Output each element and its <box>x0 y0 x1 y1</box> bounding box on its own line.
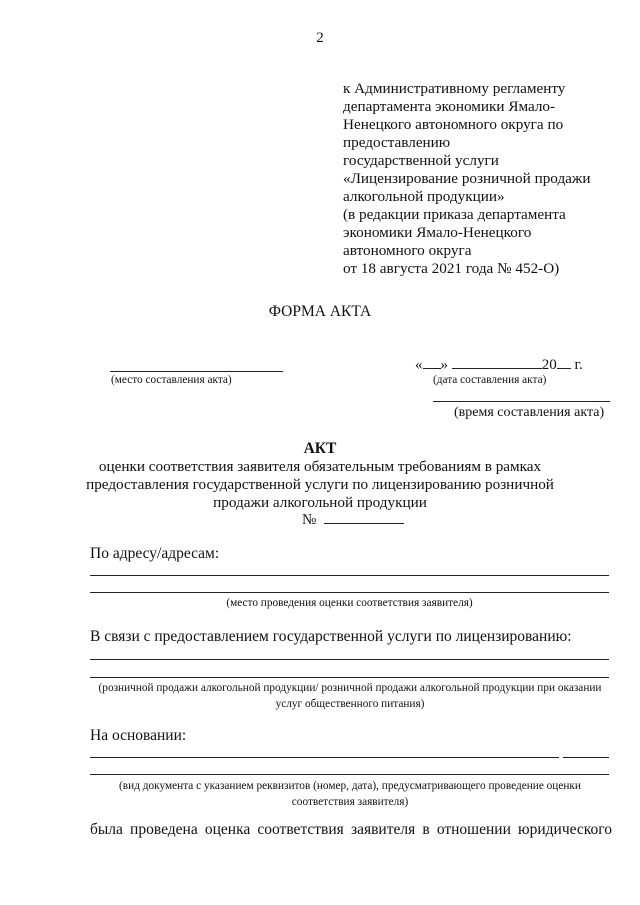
basis-line <box>563 757 609 758</box>
appendix-line: предоставлению <box>343 134 451 151</box>
appendix-line: (в редакции приказа департамента <box>343 206 566 223</box>
day-blank <box>423 356 441 369</box>
date-year-suffix: г. <box>570 357 583 373</box>
form-title: ФОРМА АКТА <box>268 303 372 320</box>
month-blank <box>452 356 542 369</box>
appendix-line: государственной услуги <box>343 152 499 169</box>
service-label: В связи с предоставлением государственной услуги по лицензированию: <box>90 628 572 645</box>
appendix-line: автономного округа <box>343 242 472 259</box>
date-open-quote: « <box>415 357 423 373</box>
basis-line <box>90 757 559 758</box>
act-title: АКТ <box>303 440 337 457</box>
address-line <box>90 575 609 576</box>
date-field <box>415 356 583 374</box>
appendix-line: от 18 августа 2021 года № 452-О) <box>343 260 560 277</box>
year-blank <box>557 356 571 369</box>
date-year-prefix: 20 <box>541 357 557 373</box>
place-field-line <box>110 371 283 372</box>
appendix-line: к Административному регламенту <box>343 80 566 97</box>
appendix-line: экономики Ямало-Ненецкого <box>343 224 532 241</box>
service-line <box>90 677 609 678</box>
basis-caption: (вид документа с указанием реквизитов (номер, дата), предусматривающего проведение оценки соответствия заявителя) <box>119 780 581 808</box>
number-blank <box>324 511 404 524</box>
basis-line <box>90 774 609 775</box>
time-caption: (время составления акта) <box>454 405 605 420</box>
appendix-line: «Лицензирование розничной продажи <box>343 170 591 187</box>
appendix-line: Ненецкого автономного округа по <box>343 116 564 133</box>
date-close-quote: » <box>440 357 448 373</box>
basis-label: На основании: <box>90 727 187 744</box>
address-label: По адресу/адресам: <box>90 545 220 562</box>
service-line <box>90 659 609 660</box>
address-caption: (место проведения оценки соответствия заявителя) <box>226 597 473 609</box>
place-caption: (место составления акта) <box>111 374 232 386</box>
address-line <box>90 592 609 593</box>
appendix-line: департамента экономики Ямало- <box>343 98 556 115</box>
page-number: 2 <box>316 30 324 46</box>
closing-paragraph: была проведена оценка соответствия заявителя в отношении юридического <box>90 821 612 838</box>
date-caption: (дата составления акта) <box>433 374 547 386</box>
service-caption: (розничной продажи алкогольной продукции/ розничной продажи алкогольной продукции при оказании услуг общественного питания) <box>98 682 602 710</box>
appendix-line: алкогольной продукции» <box>343 188 505 205</box>
appendix-note <box>343 80 608 278</box>
act-subtitle: оценки соответствия заявителя обязательным требованиям в рамках предоставления государственной услуги по лицензированию розничной продажи алкогольной продукции <box>86 458 554 511</box>
act-number <box>302 511 404 529</box>
number-sign: № <box>302 512 317 528</box>
time-field-line <box>433 401 610 402</box>
